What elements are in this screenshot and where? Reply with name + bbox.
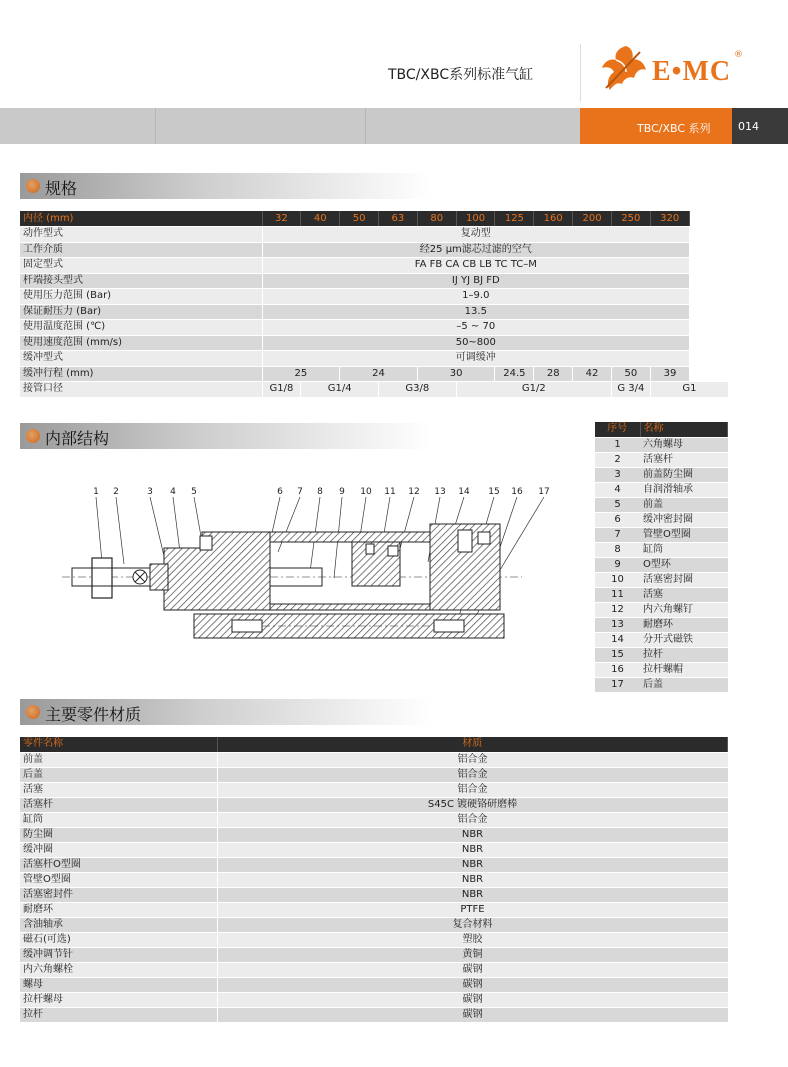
material-value: 铝合金 <box>217 782 728 797</box>
part-name: O型环 <box>640 557 728 572</box>
part-name: 拉杆螺母 <box>20 992 217 1007</box>
callout-number: 15 <box>488 487 500 497</box>
part-name: 活塞密封件 <box>20 887 217 902</box>
materials-row <box>20 812 728 827</box>
cylinder-cross-section-diagram <box>52 480 562 650</box>
part-name: 管壁O型圈 <box>640 527 728 542</box>
materials-table <box>20 737 728 1023</box>
parts-row <box>595 452 728 467</box>
stroke-value: 24 <box>340 366 418 382</box>
part-name: 缓冲密封圈 <box>640 512 728 527</box>
spec-label: 工作介质 <box>20 242 262 258</box>
part-name: 分开式磁铁 <box>640 632 728 647</box>
callout-number: 11 <box>384 487 396 497</box>
spec-row <box>20 304 728 320</box>
spec-row <box>20 258 728 274</box>
header-divider <box>580 44 581 102</box>
materials-row <box>20 827 728 842</box>
spec-value: 50~800 <box>262 335 689 351</box>
callout-number: 16 <box>511 487 523 497</box>
spec-row <box>20 351 728 367</box>
material-value: 铝合金 <box>217 752 728 767</box>
materials-row <box>20 977 728 992</box>
material-value: NBR <box>217 887 728 902</box>
spec-label: 缓冲行程 (mm) <box>20 366 262 382</box>
parts-row <box>595 677 728 692</box>
part-name: 管壁O型圈 <box>20 872 217 887</box>
part-number: 6 <box>595 512 640 527</box>
part-name: 活塞杆 <box>20 797 217 812</box>
stroke-value: 28 <box>534 366 573 382</box>
part-name: 缓冲圈 <box>20 842 217 857</box>
material-value: S45C 镀硬铬研磨棒 <box>217 797 728 812</box>
bore-cell: 160 <box>534 211 573 227</box>
parts-row <box>595 602 728 617</box>
material-value: 铝合金 <box>217 812 728 827</box>
material-value: 铝合金 <box>217 767 728 782</box>
part-name: 前盖 <box>640 497 728 512</box>
spec-label: 动作型式 <box>20 227 262 243</box>
spec-value: FA FB CA CB LB TC TC–M <box>262 258 689 274</box>
material-value: PTFE <box>217 902 728 917</box>
spec-value: 1–9.0 <box>262 289 689 305</box>
port-value: G1/8 <box>262 382 301 398</box>
stroke-value: 39 <box>650 366 689 382</box>
materials-row <box>20 797 728 812</box>
parts-row <box>595 512 728 527</box>
bullet-icon <box>26 429 40 443</box>
material-value: NBR <box>217 857 728 872</box>
material-value: 黄铜 <box>217 947 728 962</box>
callout-number: 2 <box>113 487 119 497</box>
part-name: 耐磨环 <box>20 902 217 917</box>
spec-table <box>20 211 728 398</box>
series-tab: TBC/XBC 系列 <box>580 108 732 144</box>
bore-cell: 100 <box>456 211 495 227</box>
materials-row <box>20 902 728 917</box>
parts-row <box>595 482 728 497</box>
materials-row <box>20 917 728 932</box>
parts-list-table <box>595 422 728 693</box>
bore-cell: 40 <box>301 211 340 227</box>
port-value: G1/2 <box>456 382 611 398</box>
part-name: 活塞杆 <box>640 452 728 467</box>
part-number: 10 <box>595 572 640 587</box>
spec-row <box>20 289 728 305</box>
part-name: 拉杆 <box>20 1007 217 1022</box>
part-number: 8 <box>595 542 640 557</box>
materials-row <box>20 992 728 1007</box>
bullet-icon <box>26 705 40 719</box>
callout-number: 17 <box>538 487 550 497</box>
part-number: 4 <box>595 482 640 497</box>
registered-mark: ® <box>734 50 743 60</box>
spec-label: 固定型式 <box>20 258 262 274</box>
part-number: 9 <box>595 557 640 572</box>
materials-row <box>20 842 728 857</box>
part-number: 14 <box>595 632 640 647</box>
bore-cell: 80 <box>417 211 456 227</box>
parts-row <box>595 572 728 587</box>
callout-number: 10 <box>360 487 372 497</box>
page-number: 014 <box>732 108 788 144</box>
part-name: 前盖 <box>20 752 217 767</box>
spec-label: 保证耐压力 (Bar) <box>20 304 262 320</box>
callout-number: 8 <box>317 487 323 497</box>
spec-value: 13.5 <box>262 304 689 320</box>
part-name: 活塞 <box>640 587 728 602</box>
brand-logo-text: E•MC <box>652 56 732 87</box>
port-value: G3/8 <box>378 382 456 398</box>
parts-row <box>595 647 728 662</box>
section-title: 内部结构 <box>45 429 110 448</box>
part-name: 螺母 <box>20 977 217 992</box>
materials-row <box>20 887 728 902</box>
material-value: NBR <box>217 827 728 842</box>
part-name: 前盖防尘圈 <box>640 467 728 482</box>
spec-row <box>20 227 728 243</box>
stroke-value: 42 <box>573 366 612 382</box>
parts-row <box>595 497 728 512</box>
col-header-name: 名称 <box>640 422 728 437</box>
callout-number: 6 <box>277 487 283 497</box>
parts-row <box>595 587 728 602</box>
spec-value: 可调缓冲 <box>262 351 689 367</box>
stroke-value: 50 <box>611 366 650 382</box>
material-value: 碳钢 <box>217 977 728 992</box>
spec-row <box>20 320 728 336</box>
callout-number: 13 <box>434 487 446 497</box>
spec-header-row <box>20 211 728 227</box>
materials-row <box>20 752 728 767</box>
materials-row <box>20 767 728 782</box>
material-value: 碳钢 <box>217 962 728 977</box>
stroke-value: 24.5 <box>495 366 534 382</box>
part-name: 耐磨环 <box>640 617 728 632</box>
port-row <box>20 382 728 398</box>
material-value: 碳钢 <box>217 1007 728 1022</box>
bore-cell: 125 <box>495 211 534 227</box>
page-title: TBC/XBC系列标准气缸 <box>388 67 534 83</box>
part-number: 11 <box>595 587 640 602</box>
materials-row <box>20 932 728 947</box>
port-value: G1 <box>650 382 728 398</box>
materials-row <box>20 1007 728 1022</box>
part-number: 16 <box>595 662 640 677</box>
section-title: 规格 <box>45 179 78 198</box>
part-name: 防尘圈 <box>20 827 217 842</box>
materials-row <box>20 947 728 962</box>
part-number: 15 <box>595 647 640 662</box>
spec-value: 经25 μm滤芯过滤的空气 <box>262 242 689 258</box>
part-number: 5 <box>595 497 640 512</box>
part-name: 缸筒 <box>640 542 728 557</box>
callout-number: 12 <box>408 487 420 497</box>
bore-cell: 32 <box>262 211 301 227</box>
part-name: 含油轴承 <box>20 917 217 932</box>
section-header-spec <box>20 173 432 199</box>
materials-header-row <box>20 737 728 752</box>
callout-number: 7 <box>297 487 303 497</box>
bore-cell: 63 <box>378 211 417 227</box>
parts-row <box>595 437 728 452</box>
part-name: 缓冲调节针 <box>20 947 217 962</box>
spec-value: –5 ~ 70 <box>262 320 689 336</box>
parts-row <box>595 617 728 632</box>
part-name: 磁石(可选) <box>20 932 217 947</box>
spec-label: 杆端接头型式 <box>20 273 262 289</box>
spec-value: IJ YJ BJ FD <box>262 273 689 289</box>
materials-row <box>20 962 728 977</box>
callout-number: 9 <box>339 487 345 497</box>
part-number: 13 <box>595 617 640 632</box>
col-header-part: 零件名称 <box>20 737 217 752</box>
parts-row <box>595 632 728 647</box>
col-header-material: 材质 <box>217 737 728 752</box>
part-name: 六角螺母 <box>640 437 728 452</box>
bore-header: 内径 (mm) <box>20 211 262 227</box>
part-name: 后盖 <box>640 677 728 692</box>
bore-cell: 250 <box>611 211 650 227</box>
header-band <box>0 108 580 144</box>
spec-label: 使用压力范围 (Bar) <box>20 289 262 305</box>
material-value: 碳钢 <box>217 992 728 1007</box>
part-name: 自润滑轴承 <box>640 482 728 497</box>
spec-label: 使用速度范围 (mm/s) <box>20 335 262 351</box>
spec-label: 接管口径 <box>20 382 262 398</box>
bore-cell: 200 <box>573 211 612 227</box>
callout-number: 5 <box>191 487 197 497</box>
spec-value: 复动型 <box>262 227 689 243</box>
material-value: 塑胶 <box>217 932 728 947</box>
part-name: 活塞杆O型圈 <box>20 857 217 872</box>
stroke-row <box>20 366 728 382</box>
callout-number: 14 <box>458 487 470 497</box>
part-number: 17 <box>595 677 640 692</box>
spec-label: 使用温度范围 (℃) <box>20 320 262 336</box>
stroke-value: 25 <box>262 366 340 382</box>
part-name: 活塞密封圈 <box>640 572 728 587</box>
materials-row <box>20 782 728 797</box>
part-number: 12 <box>595 602 640 617</box>
spec-label: 缓冲型式 <box>20 351 262 367</box>
materials-row <box>20 857 728 872</box>
section-header-structure <box>20 423 432 449</box>
material-value: NBR <box>217 872 728 887</box>
material-value: 复合材料 <box>217 917 728 932</box>
stroke-value: 30 <box>417 366 495 382</box>
parts-row <box>595 542 728 557</box>
part-number: 2 <box>595 452 640 467</box>
material-value: NBR <box>217 842 728 857</box>
parts-row <box>595 662 728 677</box>
parts-row <box>595 467 728 482</box>
parts-header-row <box>595 422 728 437</box>
part-name: 拉杆 <box>640 647 728 662</box>
monkey-king-logo-icon <box>596 40 652 96</box>
bore-cell: 320 <box>650 211 689 227</box>
part-number: 1 <box>595 437 640 452</box>
materials-row <box>20 872 728 887</box>
part-name: 内六角螺栓 <box>20 962 217 977</box>
spec-row <box>20 273 728 289</box>
port-value: G1/4 <box>301 382 379 398</box>
section-header-materials <box>20 699 432 725</box>
part-name: 后盖 <box>20 767 217 782</box>
callout-number: 1 <box>93 487 99 497</box>
part-name: 拉杆螺帽 <box>640 662 728 677</box>
part-name: 缸筒 <box>20 812 217 827</box>
part-name: 活塞 <box>20 782 217 797</box>
col-header-no: 序号 <box>595 422 640 437</box>
section-title: 主要零件材质 <box>45 705 142 724</box>
parts-row <box>595 557 728 572</box>
parts-row <box>595 527 728 542</box>
spec-row <box>20 242 728 258</box>
spec-row <box>20 335 728 351</box>
bullet-icon <box>26 179 40 193</box>
callout-number: 4 <box>170 487 176 497</box>
bore-cell: 50 <box>340 211 379 227</box>
port-value: G 3/4 <box>611 382 650 398</box>
part-name: 内六角螺钉 <box>640 602 728 617</box>
part-number: 3 <box>595 467 640 482</box>
callout-number: 3 <box>147 487 153 497</box>
part-number: 7 <box>595 527 640 542</box>
